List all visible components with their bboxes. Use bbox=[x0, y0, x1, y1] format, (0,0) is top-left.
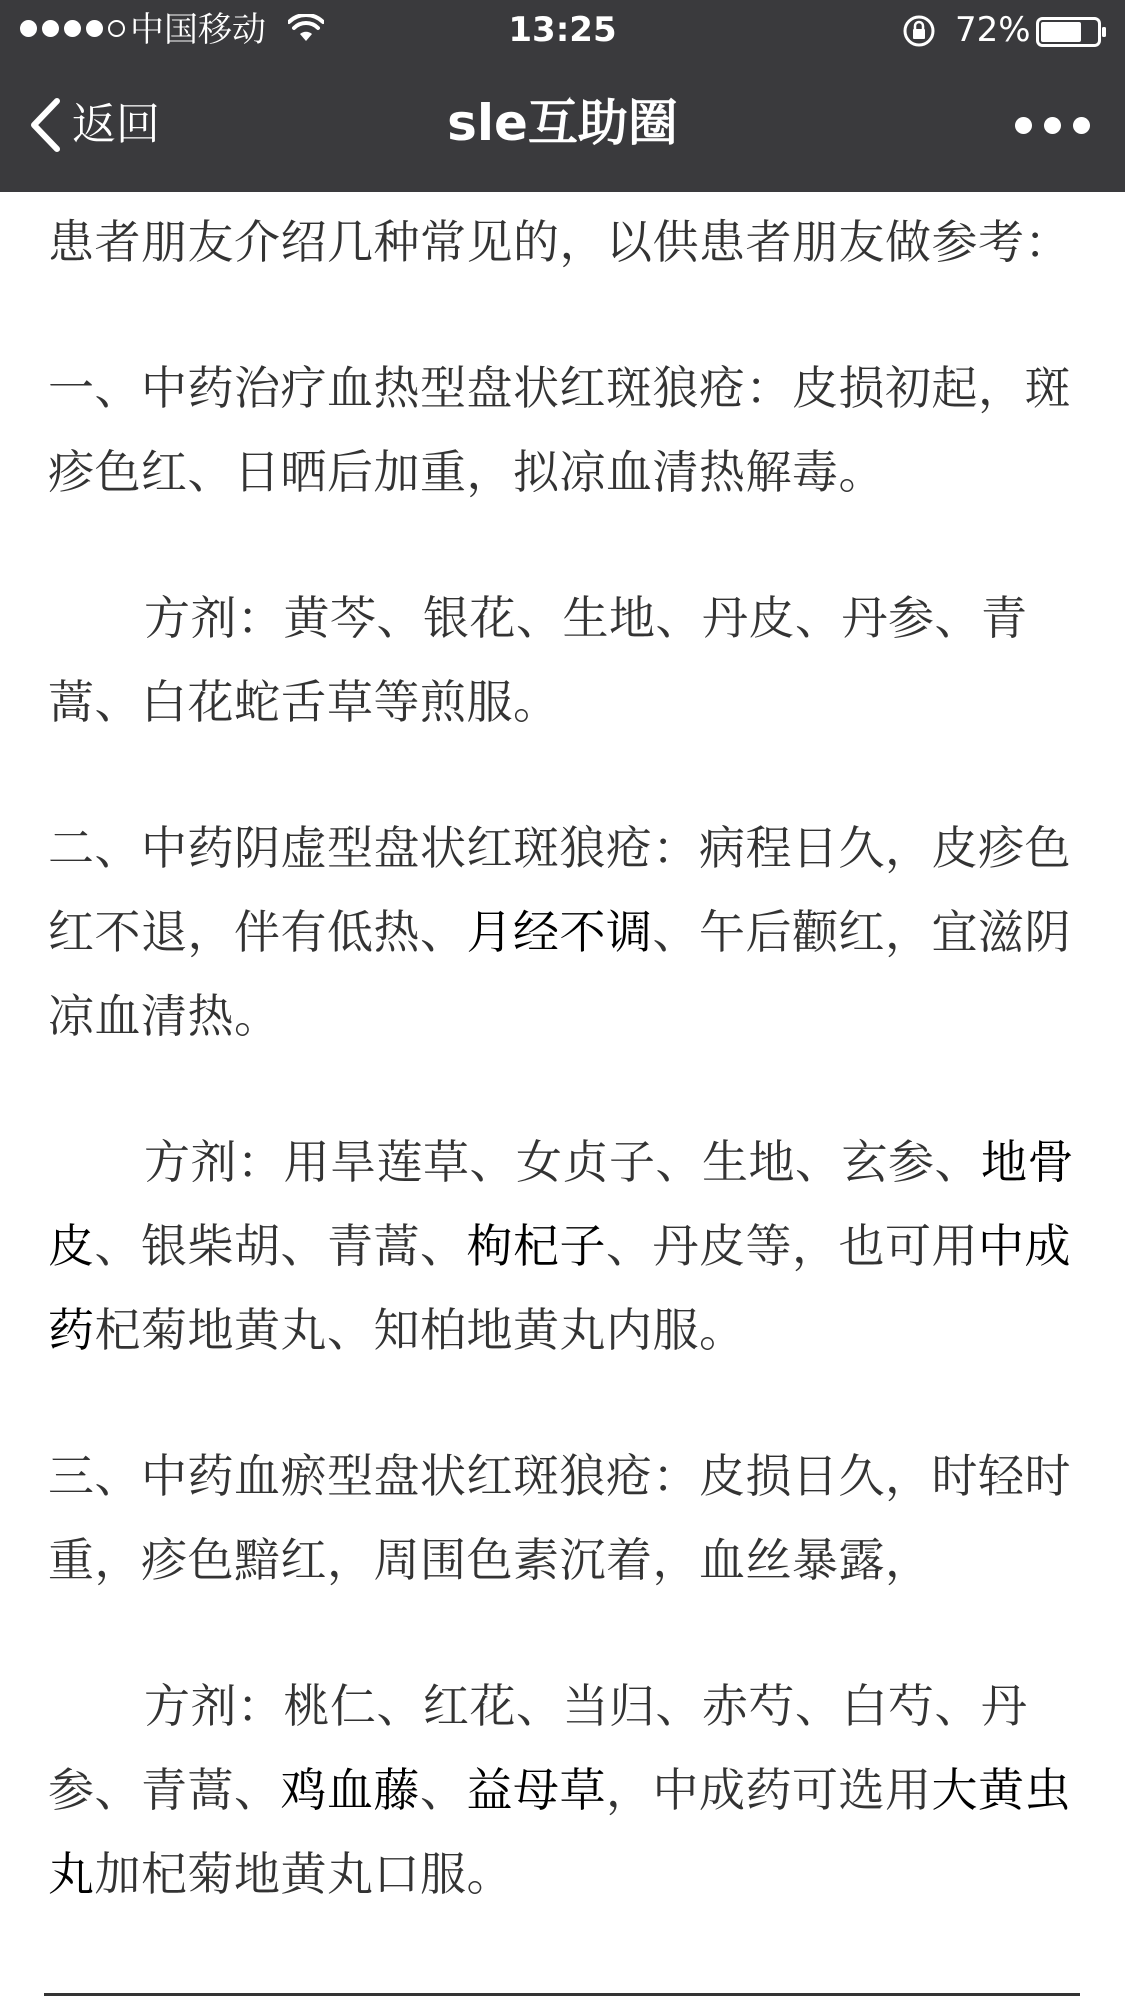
carrier-name: 中国移动 bbox=[130, 10, 266, 50]
prescription-paragraph bbox=[48, 1664, 1080, 1916]
text-run: ，中成药可选用 bbox=[606, 1763, 932, 1817]
keyword-link[interactable]: 鸡血藤 bbox=[280, 1763, 420, 1817]
keyword-link[interactable]: 枸杞子 bbox=[466, 1219, 606, 1273]
keyword-link[interactable]: 大黄虫丸 bbox=[48, 1763, 1071, 1901]
article-paragraph: 一、中药治疗血热型盘状红斑狼疮：皮损初起，斑疹色红、日晒后加重，拟凉血清热解毒。 bbox=[48, 361, 1071, 499]
text-run: 方剂：桃仁、红花、当归、赤芍、白芍、丹参、青蒿、 bbox=[48, 1679, 1028, 1817]
text-run: 、银柴胡、青蒿、 bbox=[94, 1219, 467, 1273]
keyword-link[interactable]: 月经不调 bbox=[466, 905, 653, 959]
more-options-button[interactable] bbox=[1015, 110, 1105, 140]
text-run: 加杞菊地黄丸口服。 bbox=[94, 1847, 513, 1901]
battery-percent: 72% bbox=[955, 10, 1031, 50]
top-bar bbox=[0, 0, 1125, 192]
battery-icon bbox=[1036, 17, 1108, 47]
text-run: 杞菊地黄丸、知柏地黄丸内服。 bbox=[94, 1303, 746, 1357]
text-run: 、丹皮等，也可用 bbox=[606, 1219, 978, 1273]
status-bar bbox=[0, 0, 1125, 60]
article-body bbox=[48, 200, 1080, 1916]
text-run: 、 bbox=[420, 1763, 467, 1817]
article-paragraph: 三、中药血瘀型盘状红斑狼疮：皮损日久，时轻时重，疹色黯红，周围色素沉着，血丝暴露， bbox=[48, 1449, 1071, 1587]
text-run: 、午后颧红，宜滋阴凉血清热。 bbox=[48, 905, 1071, 1043]
article-paragraph bbox=[48, 806, 1080, 1058]
keyword-link[interactable]: 益母草 bbox=[466, 1763, 606, 1817]
text-run: 二、中药阴虚型盘状红斑狼疮：病程日久，皮疹色红不退，伴有低热、 bbox=[48, 821, 1071, 959]
divider bbox=[44, 1993, 1080, 1996]
prescription-paragraph: 方剂：黄芩、银花、生地、丹皮、丹参、青蒿、白花蛇舌草等煎服。 bbox=[48, 591, 1028, 729]
keyword-link[interactable]: 中成药 bbox=[48, 1219, 1071, 1357]
status-time: 13:25 bbox=[508, 10, 617, 50]
back-label: 返回 bbox=[72, 99, 160, 150]
keyword-link[interactable]: 地骨皮 bbox=[48, 1135, 1074, 1273]
orientation-lock-icon bbox=[902, 14, 936, 48]
prescription-paragraph bbox=[48, 1120, 1080, 1372]
text-run: 方剂：用旱莲草、女贞子、生地、玄参、 bbox=[144, 1135, 981, 1189]
more-dots-icon bbox=[1015, 117, 1032, 134]
article-paragraph: 患者朋友介绍几种常见的，以供患者朋友做参考： bbox=[48, 215, 1071, 269]
navigation-bar bbox=[0, 60, 1125, 192]
page-title: sle互助圈 bbox=[447, 94, 678, 152]
